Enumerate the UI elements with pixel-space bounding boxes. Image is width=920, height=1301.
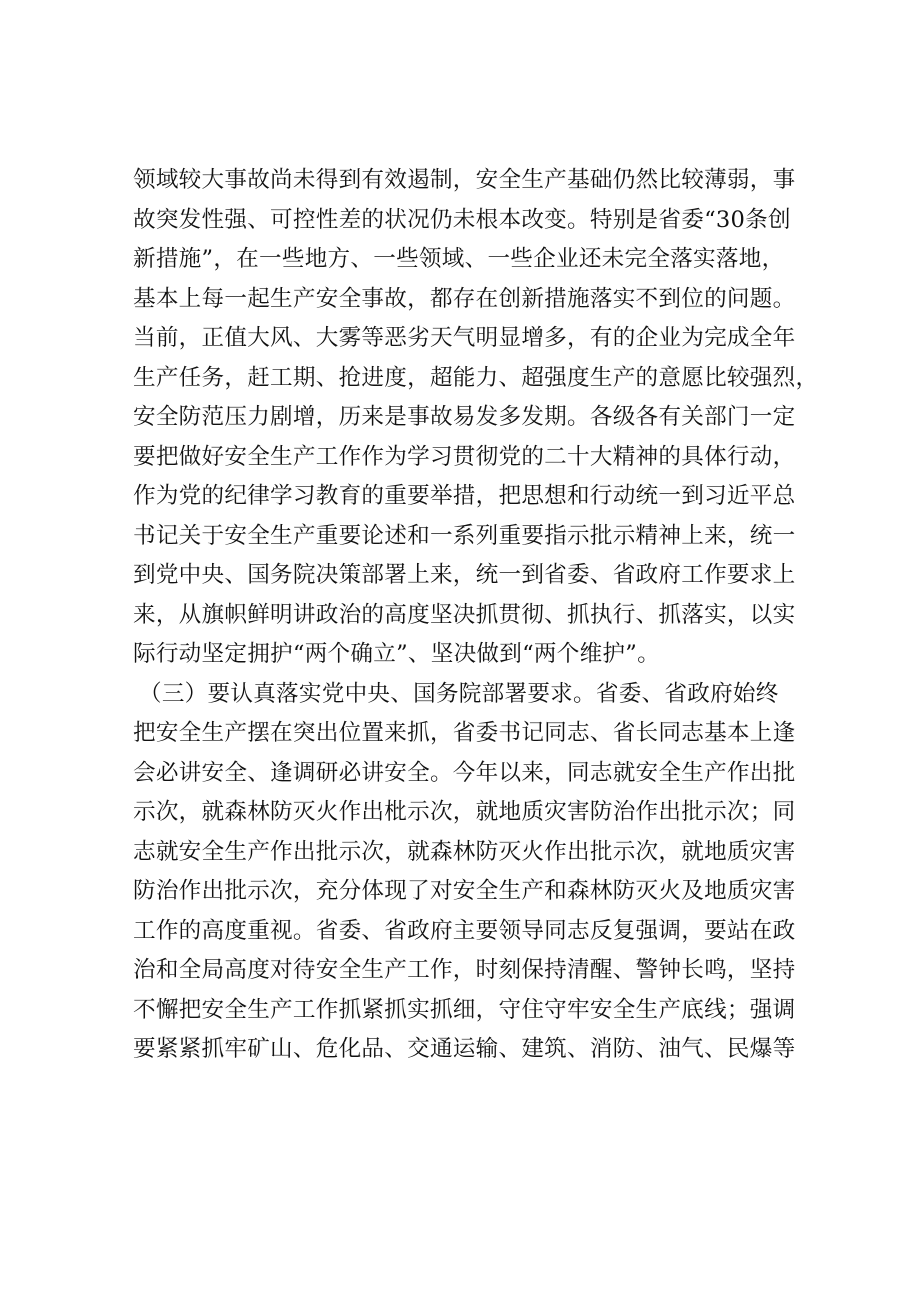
text-line: 新措施”，在一些地方、一些领域、一些企业还未完全落实落地， — [133, 246, 785, 272]
text-line: 领域较大事故尚未得到有效遏制，安全生产基础仍然比较薄弱，事 — [133, 167, 796, 193]
text-line: 把安全生产摆在突出位置来抓，省委书记同志、省长同志基本上逢 — [133, 720, 796, 746]
text-line: 防治作出批示次，充分体现了对安全生产和森林防灭火及地质灾害 — [133, 878, 796, 904]
text-line: 书记关于安全生产重要论述和一系列重要指示批示精神上来，统一 — [133, 522, 796, 549]
text-line: 际行动坚定拥护“两个确立”、坚决做到“两个维护”。 — [133, 641, 660, 667]
text-line: 要紧紧抓牢矿山、危化品、交通运输、建筑、消防、油气、民爆等 — [133, 1036, 796, 1062]
text-line: 作为党的纪律学习教育的重要举措，把思想和行动统一到习近平总 — [133, 483, 796, 509]
text-line: 会必讲安全、逢调研必讲安全。今年以来，同志就安全生产作出批 — [133, 759, 796, 786]
text-line: 生产任务，赶工期、抢进度，超能力、超强度生产的意愿比较强烈， — [133, 364, 819, 391]
text-line: 基本上每一起生产安全事故，都存在创新措施落实不到位的问题。 — [133, 285, 796, 312]
text-line: 治和全局高度对待安全生产工作，时刻保持清醒、警钟长鸣，坚持 — [133, 957, 796, 983]
text-line: 示次，就森林防灭火作出枇示次，就地质灾害防治作出批示次；同 — [133, 799, 796, 825]
text-line: 来，从旗帜鲜明讲政治的高度坚决抓贯彻、抓执行、抓落实，以实 — [133, 601, 796, 628]
text-line: 当前，正值大风、大雾等恶劣天气明显增多，有的企业为完成全年 — [133, 325, 796, 351]
text-line: 到党中央、国务院决策部署上来，统一到省委、省政府工作要求上 — [133, 562, 796, 588]
text-line: 要把做好安全生产工作作为学习贯彻党的二十大精神的具体行动， — [133, 443, 796, 470]
body-text — [133, 161, 819, 1070]
text-line: 故突发性强、可控性差的状况仍未根本改变。特别是省委“30条创 — [133, 206, 791, 233]
text-line: （三）要认真落实党中央、国务院部署要求。省委、省政府始终 — [139, 680, 779, 707]
text-line: 不懈把安全生产工作抓紧抓实抓细，守住守牢安全生产底线；强调 — [133, 996, 796, 1023]
text-line: 工作的高度重视。省委、省政府主要领导同志反复强调，要站在政 — [133, 917, 796, 944]
text-line: 志就安全生产作出批示次，就森林防灭火作出批示次，就地质灾害 — [133, 838, 796, 865]
text-line: 安全防范压力剧增，历来是事故易发多发期。各级各有关部门一定 — [133, 404, 796, 430]
